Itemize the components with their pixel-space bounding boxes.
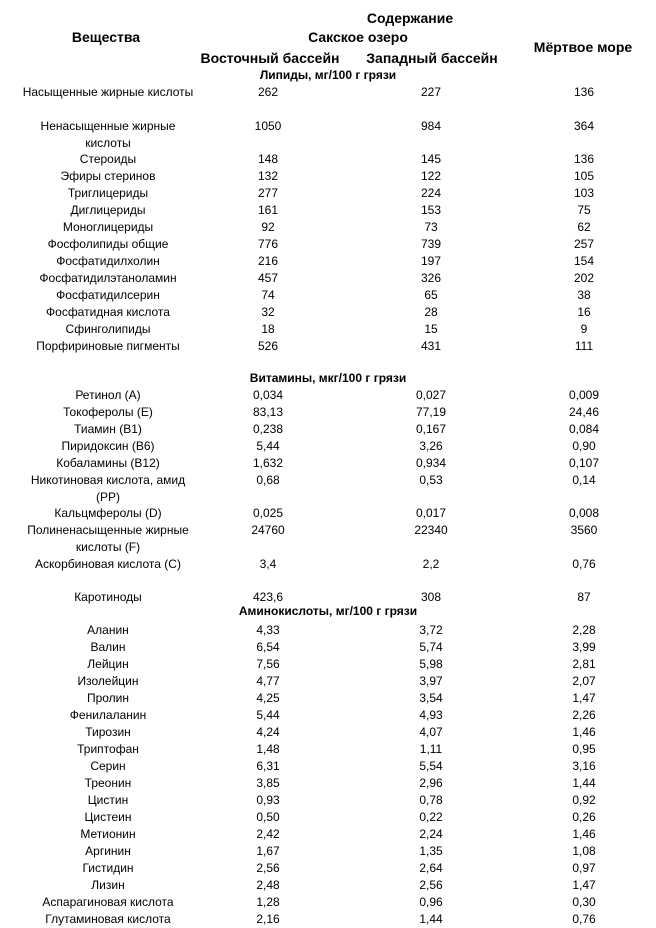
value-dead-sea: 103 — [573, 186, 595, 200]
value-east-basin: 0,025 — [252, 506, 284, 520]
value-west-basin: 3,54 — [419, 691, 443, 705]
value-east-basin: 0,93 — [256, 793, 280, 807]
substance-name: Глутаминовая кислота — [45, 912, 171, 926]
value-east-basin: 24760 — [251, 523, 285, 537]
value-east-basin: 262 — [257, 85, 279, 99]
value-east-basin: 1,67 — [256, 844, 280, 858]
substance-name: Треонин — [84, 776, 132, 790]
value-west-basin: 2,24 — [419, 827, 443, 841]
value-dead-sea: 2,07 — [572, 674, 596, 688]
substance-name: Аскорбиновая кислота (С) — [35, 557, 181, 571]
value-dead-sea: 24,46 — [568, 405, 600, 419]
value-west-basin: 2,64 — [419, 861, 443, 875]
value-dead-sea: 3,99 — [572, 640, 596, 654]
value-east-basin: 148 — [257, 152, 279, 166]
value-east-basin: 2,42 — [256, 827, 280, 841]
value-dead-sea: 1,47 — [572, 691, 596, 705]
value-dead-sea: 0,90 — [572, 439, 596, 453]
value-east-basin: 0,68 — [256, 473, 280, 487]
substance-name: Эфиры стеринов — [60, 169, 156, 183]
value-dead-sea: 3560 — [570, 523, 598, 537]
value-west-basin: 145 — [420, 152, 442, 166]
value-dead-sea: 87 — [577, 590, 591, 604]
header-substances: Вещества — [71, 29, 141, 45]
value-east-basin: 0,50 — [256, 810, 280, 824]
value-dead-sea: 0,30 — [572, 895, 596, 909]
value-dead-sea: 136 — [573, 152, 595, 166]
value-east-basin: 6,54 — [256, 640, 280, 654]
substance-name: Каротиноды — [74, 590, 142, 604]
value-west-basin: 65 — [424, 288, 438, 302]
value-dead-sea: 0,084 — [568, 422, 600, 436]
value-west-basin: 122 — [420, 169, 442, 183]
section-title: Витамины, мкг/100 г грязи — [249, 371, 407, 385]
value-west-basin: 77,19 — [415, 405, 447, 419]
value-east-basin: 1050 — [254, 119, 282, 133]
substance-name: Фосфатидилэтаноламин — [39, 271, 177, 285]
value-dead-sea: 0,107 — [568, 456, 600, 470]
value-west-basin: 224 — [420, 186, 442, 200]
value-dead-sea: 3,16 — [572, 759, 596, 773]
value-west-basin: 0,78 — [419, 793, 443, 807]
value-east-basin: 83,13 — [252, 405, 284, 419]
value-east-basin: 526 — [257, 339, 279, 353]
value-dead-sea: 154 — [573, 254, 595, 268]
substance-name: Метионин — [80, 827, 136, 841]
value-east-basin: 32 — [261, 305, 275, 319]
value-dead-sea: 257 — [573, 237, 595, 251]
value-west-basin: 15 — [424, 322, 438, 336]
value-west-basin: 2,2 — [422, 557, 440, 571]
substance-name: Токоферолы (Е) — [63, 405, 153, 419]
value-dead-sea: 0,76 — [572, 912, 596, 926]
substance-name: Цистеин — [84, 810, 132, 824]
substance-name: Цистин — [87, 793, 129, 807]
substance-name: Лейцин — [87, 657, 129, 671]
value-east-basin: 3,4 — [259, 557, 277, 571]
value-dead-sea: 62 — [577, 220, 591, 234]
value-west-basin: 4,07 — [419, 725, 443, 739]
value-west-basin: 3,72 — [419, 623, 443, 637]
value-east-basin: 18 — [261, 322, 275, 336]
substance-name: Аспарагиновая кислота — [42, 895, 174, 909]
substance-name: Диглицериды — [70, 203, 146, 217]
header-dead-sea: Мёртвое море — [533, 39, 633, 55]
value-dead-sea: 364 — [573, 119, 595, 133]
value-dead-sea: 136 — [573, 85, 595, 99]
value-east-basin: 1,28 — [256, 895, 280, 909]
value-west-basin: 227 — [420, 85, 442, 99]
value-dead-sea: 0,76 — [572, 557, 596, 571]
value-west-basin: 2,56 — [419, 878, 443, 892]
header-east-basin: Восточный бассейн — [200, 50, 340, 66]
value-east-basin: 4,24 — [256, 725, 280, 739]
header-saki-lake: Сакское озеро — [308, 29, 408, 45]
value-west-basin: 28 — [424, 305, 438, 319]
substance-name: Аланин — [87, 623, 129, 637]
value-dead-sea: 105 — [573, 169, 595, 183]
header-west-basin: Западный бассейн — [366, 50, 498, 66]
value-east-basin: 277 — [257, 186, 279, 200]
value-dead-sea: 0,26 — [572, 810, 596, 824]
substance-name: Полиненасыщенные жирные кислоты (F) — [27, 523, 189, 554]
value-west-basin: 5,54 — [419, 759, 443, 773]
value-west-basin: 739 — [420, 237, 442, 251]
value-dead-sea: 1,46 — [572, 725, 596, 739]
substance-name: Ретинол (А) — [75, 388, 141, 402]
value-west-basin: 1,35 — [419, 844, 443, 858]
value-west-basin: 0,027 — [415, 388, 447, 402]
value-dead-sea: 0,97 — [572, 861, 596, 875]
value-east-basin: 1,632 — [252, 456, 284, 470]
value-dead-sea: 2,81 — [572, 657, 596, 671]
value-east-basin: 6,31 — [256, 759, 280, 773]
substance-name: Фосфатидная кислота — [46, 305, 170, 319]
value-east-basin: 4,77 — [256, 674, 280, 688]
substance-name: Триглицериды — [67, 186, 149, 200]
substance-name: Фосфолипиды общие — [47, 237, 169, 251]
value-dead-sea: 9 — [580, 322, 588, 336]
substance-name: Порфириновые пигменты — [36, 339, 180, 353]
substance-name: Сфинголипиды — [65, 322, 151, 336]
value-west-basin: 2,96 — [419, 776, 443, 790]
value-dead-sea: 75 — [577, 203, 591, 217]
substance-name: Тиамин (В1) — [74, 422, 142, 436]
value-dead-sea: 16 — [577, 305, 591, 319]
substance-name: Кобаламины (В12) — [56, 456, 160, 470]
value-dead-sea: 1,46 — [572, 827, 596, 841]
substance-name: Гистидин — [82, 861, 134, 875]
value-west-basin: 0,96 — [419, 895, 443, 909]
value-east-basin: 7,56 — [256, 657, 280, 671]
value-east-basin: 0,034 — [252, 388, 284, 402]
value-east-basin: 5,44 — [256, 439, 280, 453]
value-dead-sea: 2,28 — [572, 623, 596, 637]
substance-name: Тирозин — [85, 725, 131, 739]
value-dead-sea: 1,08 — [572, 844, 596, 858]
value-west-basin: 1,11 — [419, 742, 443, 756]
value-east-basin: 74 — [261, 288, 275, 302]
value-west-basin: 3,26 — [419, 439, 443, 453]
substance-name: Фосфатидилсерин — [56, 288, 160, 302]
substance-name: Лизин — [91, 878, 125, 892]
substance-name: Кальцмферолы (D) — [54, 506, 162, 520]
substance-name: Изолейцин — [77, 674, 139, 688]
value-west-basin: 22340 — [414, 523, 448, 537]
substance-name: Аргинин — [85, 844, 131, 858]
value-west-basin: 197 — [420, 254, 442, 268]
value-east-basin: 161 — [257, 203, 279, 217]
value-east-basin: 216 — [257, 254, 279, 268]
value-east-basin: 2,48 — [256, 878, 280, 892]
value-dead-sea: 2,26 — [572, 708, 596, 722]
value-dead-sea: 0,92 — [572, 793, 596, 807]
value-dead-sea: 111 — [574, 339, 594, 353]
value-east-basin: 2,56 — [256, 861, 280, 875]
value-dead-sea: 0,14 — [572, 473, 596, 487]
value-dead-sea: 202 — [573, 271, 595, 285]
value-west-basin: 0,934 — [415, 456, 447, 470]
substance-name: Стероиды — [79, 152, 137, 166]
value-dead-sea: 0,008 — [568, 506, 600, 520]
value-west-basin: 984 — [420, 119, 442, 133]
value-west-basin: 3,97 — [419, 674, 443, 688]
value-west-basin: 4,93 — [419, 708, 443, 722]
value-west-basin: 0,22 — [419, 810, 443, 824]
value-east-basin: 776 — [257, 237, 279, 251]
value-west-basin: 326 — [420, 271, 442, 285]
value-dead-sea: 1,47 — [572, 878, 596, 892]
value-east-basin: 2,16 — [256, 912, 280, 926]
value-east-basin: 0,238 — [252, 422, 284, 436]
value-west-basin: 431 — [420, 339, 442, 353]
value-west-basin: 1,44 — [419, 912, 443, 926]
substance-name: Насыщенные жирные кислоты — [22, 85, 194, 99]
value-dead-sea: 0,95 — [572, 742, 596, 756]
value-west-basin: 0,017 — [415, 506, 447, 520]
value-east-basin: 1,48 — [256, 742, 280, 756]
value-east-basin: 5,44 — [256, 708, 280, 722]
value-dead-sea: 38 — [577, 288, 591, 302]
substance-name: Валин — [90, 640, 126, 654]
substance-name: Пиридоксин (В6) — [61, 439, 155, 453]
substance-name: Триптофан — [77, 742, 139, 756]
value-east-basin: 423,6 — [252, 590, 284, 604]
section-title: Липиды, мг/100 г грязи — [259, 68, 397, 82]
substance-name: Никотиновая кислота, амид (РР) — [30, 473, 186, 504]
value-west-basin: 5,98 — [419, 657, 443, 671]
value-east-basin: 4,25 — [256, 691, 280, 705]
value-dead-sea: 0,009 — [568, 388, 600, 402]
value-west-basin: 308 — [420, 590, 442, 604]
substance-name: Фосфатидилхолин — [56, 254, 160, 268]
value-east-basin: 3,85 — [256, 776, 280, 790]
header-content: Содержание — [366, 10, 454, 26]
value-west-basin: 73 — [424, 220, 438, 234]
value-west-basin: 5,74 — [419, 640, 443, 654]
value-east-basin: 457 — [257, 271, 279, 285]
value-west-basin: 153 — [420, 203, 442, 217]
substance-name: Моноглицериды — [62, 220, 154, 234]
substance-name: Ненасыщенные жирные кислоты — [40, 119, 176, 150]
substance-name: Серин — [90, 759, 126, 773]
substance-name: Пролин — [86, 691, 130, 705]
value-east-basin: 132 — [257, 169, 279, 183]
value-east-basin: 92 — [261, 220, 275, 234]
value-west-basin: 0,53 — [419, 473, 443, 487]
value-west-basin: 0,167 — [415, 422, 447, 436]
value-east-basin: 4,33 — [256, 623, 280, 637]
value-dead-sea: 1,44 — [572, 776, 596, 790]
substance-name: Фенилаланин — [69, 708, 147, 722]
section-title: Аминокислоты, мг/100 г грязи — [238, 604, 418, 618]
